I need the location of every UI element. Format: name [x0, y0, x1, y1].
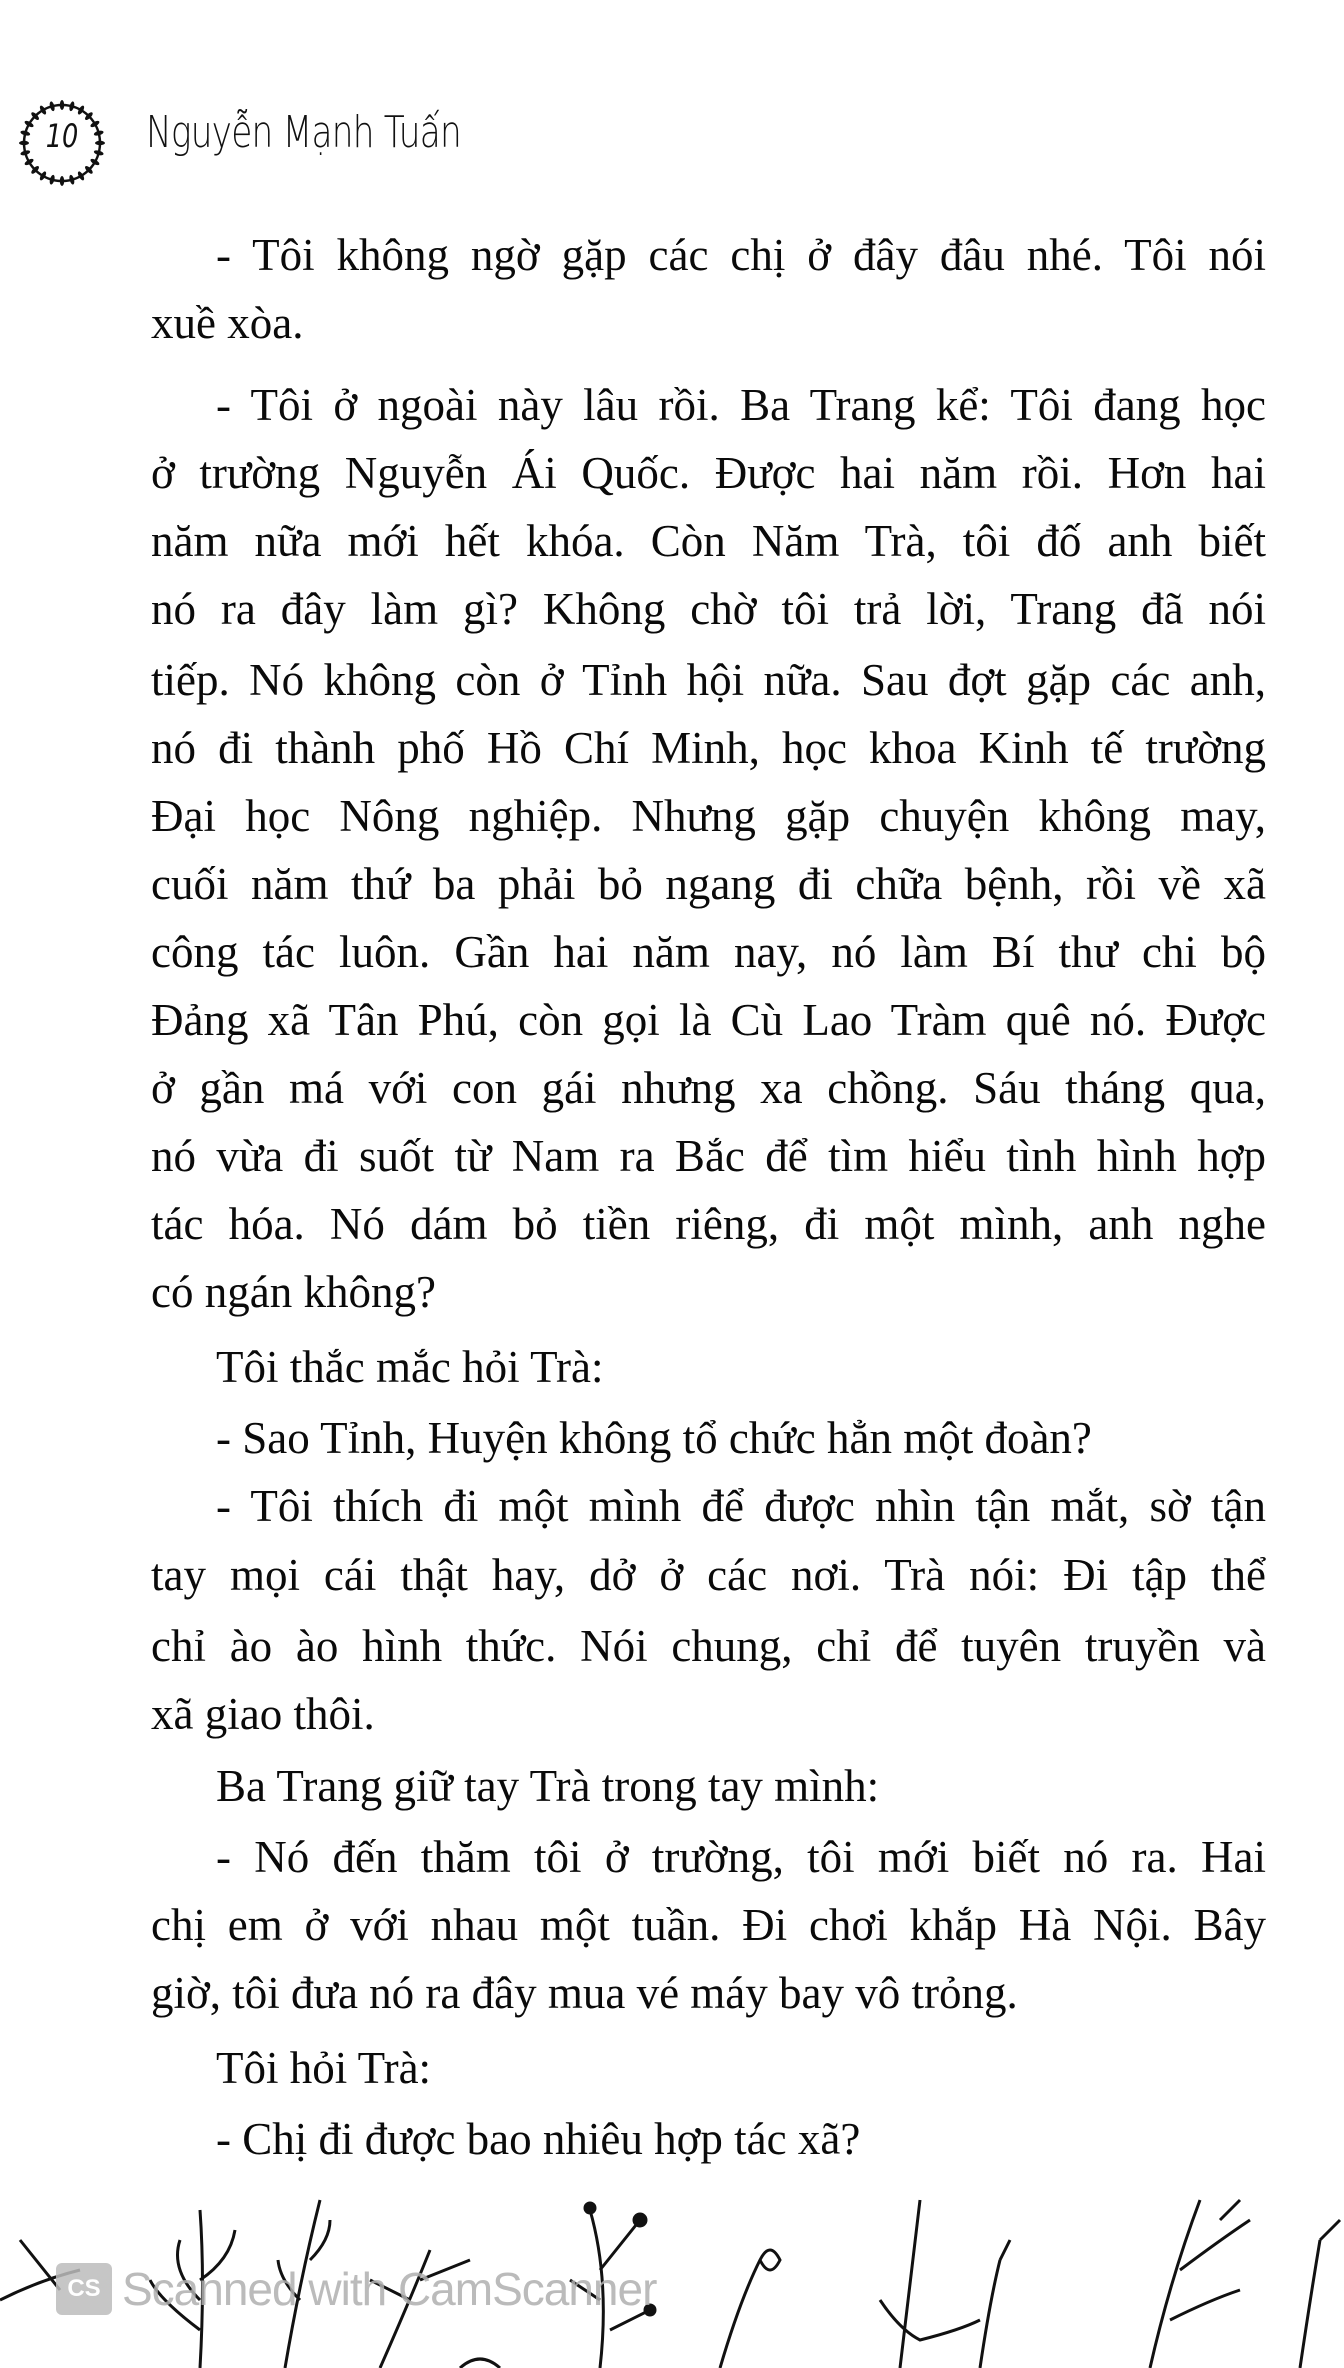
- text-line: giờ, tôi đưa nó ra đây mua vé máy bay vô trỏng.: [151, 1968, 1018, 2018]
- text-line: ở gần má với con gái nhưng xa chồng. Sáu tháng qua,: [151, 1063, 1266, 1113]
- text-line: nó đi thành phố Hồ Chí Minh, học khoa Kinh tế trường: [151, 723, 1266, 773]
- text-line: ở trường Nguyễn Ái Quốc. Được hai năm rồi. Hơn hai: [151, 448, 1266, 498]
- running-header: [0, 95, 700, 195]
- leaf-mark: [24, 158, 35, 167]
- text-line: - Sao Tỉnh, Huyện không tổ chức hẳn một đoàn?: [216, 1413, 1092, 1463]
- author-name: Nguyễn Mạnh Tuấn: [146, 107, 461, 158]
- text-line: chỉ ào ào hình thức. Nói chung, chỉ để tuyên truyền và: [151, 1621, 1266, 1671]
- text-line: chị em ở với nhau một tuần. Đi chơi khắp Hà Nội. Bây: [151, 1900, 1266, 1950]
- leaf-mark: [77, 105, 86, 116]
- leaf-mark: [39, 170, 48, 181]
- text-line: tay mọi cái thật hay, dở ở các nơi. Trà nói: Đi tập thể: [151, 1550, 1266, 1600]
- leaf-mark: [19, 141, 29, 145]
- camscanner-watermark: [56, 2262, 656, 2316]
- text-line: tiếp. Nó không còn ở Tỉnh hội nữa. Sau đợt gặp các anh,: [151, 655, 1266, 705]
- page-number: 10: [45, 117, 79, 155]
- text-line: - Chị đi được bao nhiêu hợp tác xã?: [216, 2114, 861, 2164]
- leaf-mark: [39, 105, 48, 116]
- text-line: cuối năm thứ ba phải bỏ ngang đi chữa bệnh, rồi về xã: [151, 859, 1266, 909]
- leaf-mark: [60, 176, 64, 186]
- text-line: năm nữa mới hết khóa. Còn Năm Trà, tôi đố anh biết: [151, 516, 1266, 566]
- leaf-mark: [89, 120, 100, 129]
- text-line: - Tôi không ngờ gặp các chị ở đây đâu nhé. Tôi nói: [216, 230, 1266, 280]
- text-line: - Nó đến thăm tôi ở trường, tôi mới biết nó ra. Hai: [216, 1832, 1266, 1882]
- text-line: công tác luôn. Gần hai năm nay, nó làm Bí thư chi bộ: [151, 927, 1266, 977]
- watermark-text: Scanned with CamScanner: [122, 2263, 657, 2315]
- text-line: nó ra đây làm gì? Không chờ tôi trả lời, Trang đã nói: [151, 584, 1266, 634]
- leaf-mark: [95, 141, 105, 145]
- text-line: tác hóa. Nó dám bỏ tiền riêng, đi một mình, anh nghe: [151, 1199, 1266, 1249]
- text-line: nó vừa đi suốt từ Nam ra Bắc để tìm hiểu tình hình hợp: [151, 1131, 1266, 1181]
- leaf-mark: [77, 170, 86, 181]
- text-line: Tôi thắc mắc hỏi Trà:: [216, 1342, 604, 1392]
- leaf-mark: [89, 158, 100, 167]
- leaf-mark: [60, 100, 64, 110]
- text-line: xuề xòa.: [151, 298, 304, 348]
- camscanner-logo: CS: [56, 2263, 112, 2315]
- text-line: - Tôi thích đi một mình để được nhìn tận mắt, sờ tận: [216, 1481, 1266, 1531]
- text-line: Tôi hỏi Trà:: [216, 2043, 432, 2093]
- text-line: Đại học Nông nghiệp. Nhưng gặp chuyện không may,: [151, 791, 1266, 841]
- text-line: - Tôi ở ngoài này lâu rồi. Ba Trang kể: Tôi đang học: [216, 380, 1266, 430]
- text-line: có ngán không?: [151, 1267, 436, 1317]
- leaf-mark: [24, 120, 35, 129]
- text-line: xã giao thôi.: [151, 1689, 375, 1739]
- text-line: Ba Trang giữ tay Trà trong tay mình:: [216, 1761, 880, 1811]
- text-line: Đảng xã Tân Phú, còn gọi là Cù Lao Tràm quê nó. Được: [151, 995, 1266, 1045]
